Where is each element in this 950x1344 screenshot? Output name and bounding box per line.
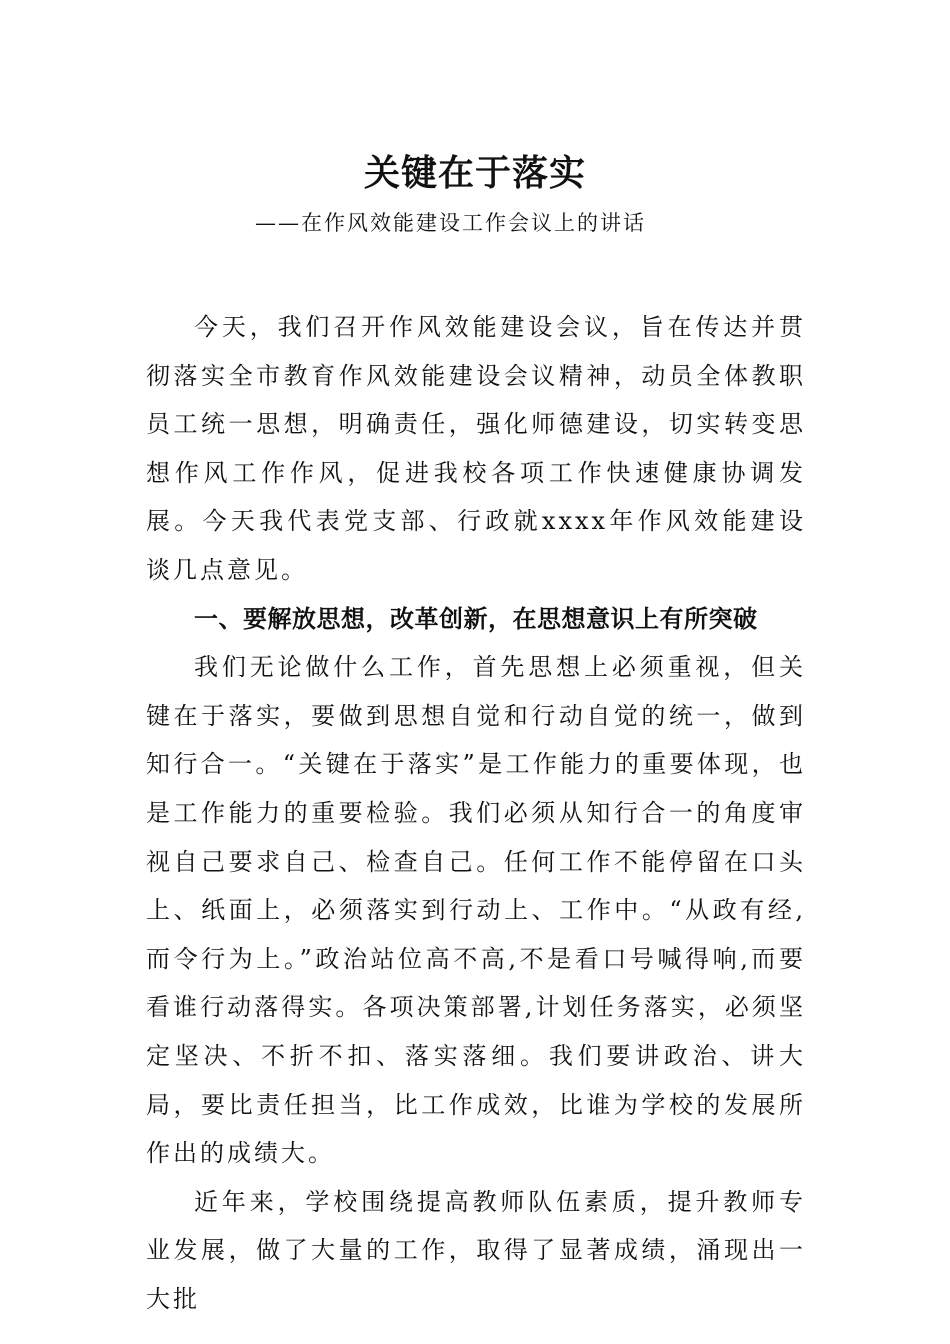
section-heading: 一、要解放思想，改革创新，在思想意识上有所突破 xyxy=(194,604,758,633)
document-title: 关键在于落实 xyxy=(363,152,586,194)
intro-paragraph: 今天，我们召开作风效能建设会议，旨在传达并贯彻落实全市教育作风效能建设会议精神，动员全体教职员工统一思想，明确责任，强化师德建设，切实转变思想作风工作作风，促进我校各项工作快速健康协调发展。今天我代表党支部、行政就xxxx年作风效能建设谈几点意见。 xyxy=(146,313,806,584)
document-subtitle: ——在作风效能建设工作会议上的讲话 xyxy=(255,211,646,235)
document-body xyxy=(146,303,806,1323)
body-paragraph: 近年来，学校围绕提高教师队伍素质，提升教师专业发展，做了大量的工作，取得了显著成绩，涌现出一大批 xyxy=(146,1187,806,1313)
body-paragraph: 我们无论做什么工作，首先思想上必须重视，但关键在于落实，要做到思想自觉和行动自觉的统一，做到知行合一。“关键在于落实”是工作能力的重要体现，也是工作能力的重要检验。我们必须从知行合一的角度审视自己要求自己、检查自己。任何工作不能停留在口头上、纸面上，必须落实到行动上、工作中。“从政有经,而令行为上。”政治站位高不高,不是看口号喊得响,而要看谁行动落得实。各项决策部署,计划任务落实，必须坚定坚决、不折不扣、落实落细。我们要讲政治、讲大局，要比责任担当，比工作成效，比谁为学校的发展所作出的成绩大。 xyxy=(146,653,806,1168)
